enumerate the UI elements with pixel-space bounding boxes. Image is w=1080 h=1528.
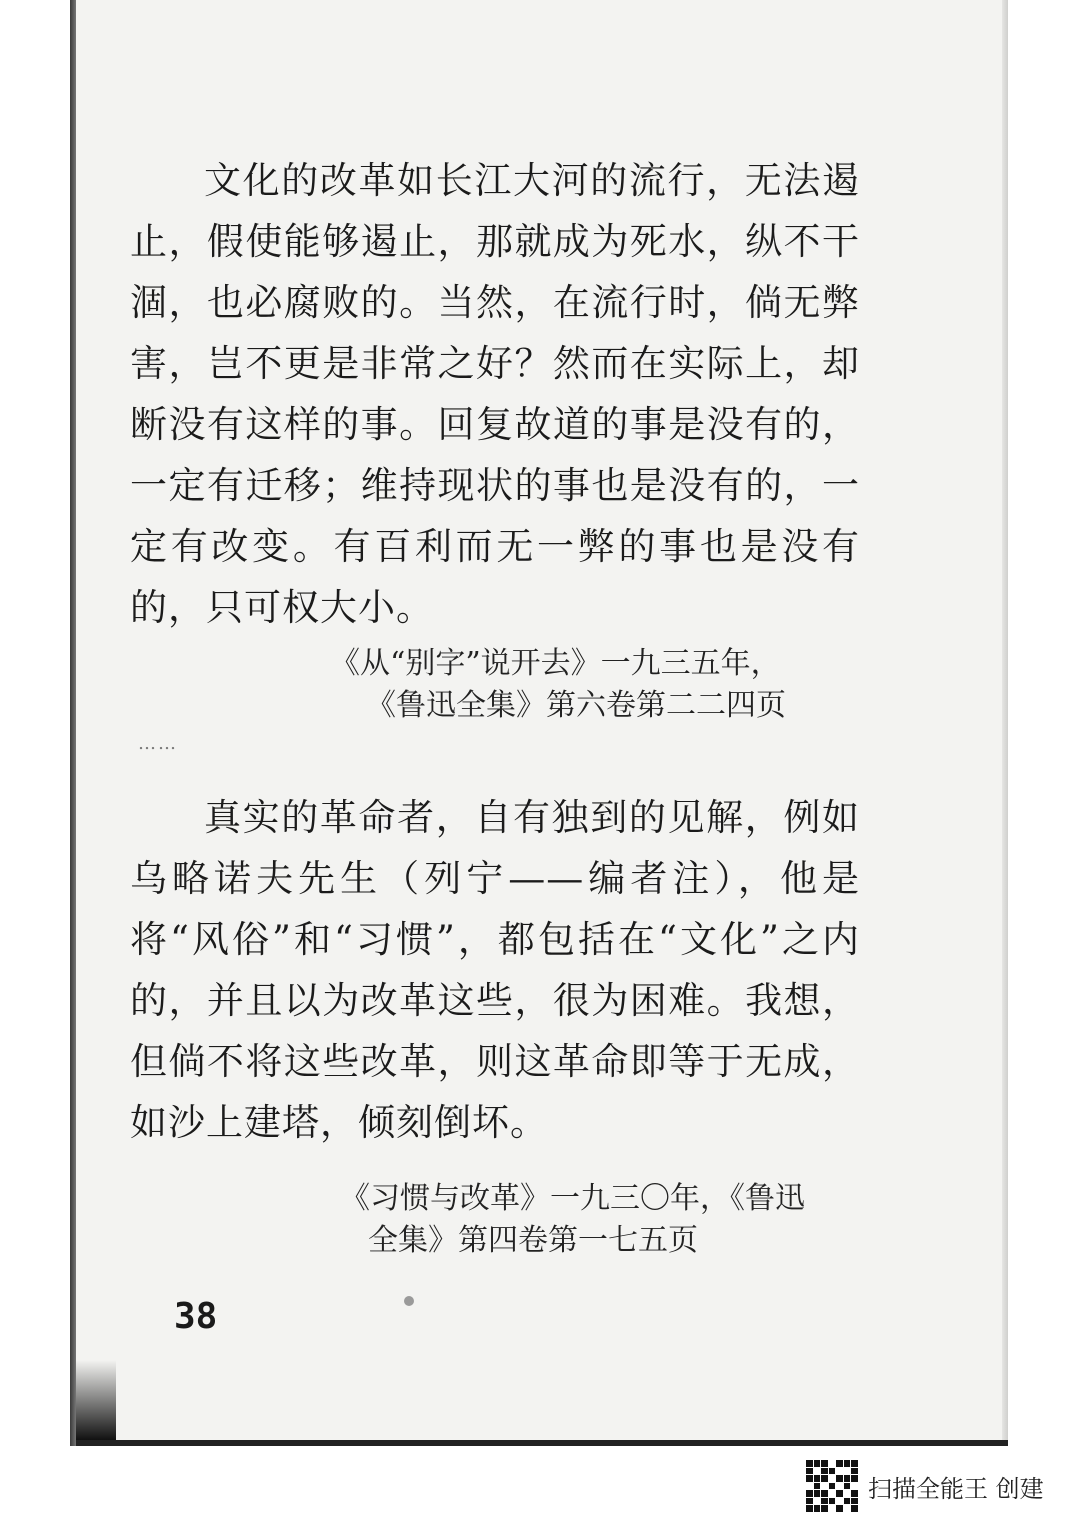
passage-2-text: 真实的革命者，自有独到的见解，例如乌略诺夫先生（列宁——编者注），他是将“风俗”和“习惯”，都包括在“文化”之内的，并且以为改革这些，很为困难。我想，但倘不将这些改革，则这革命即等于无成，如沙上建塔，倾刻倒坏。 bbox=[130, 796, 860, 1144]
passage-1-source-line-2: 《鲁迅全集》第六卷第二二四页 bbox=[366, 688, 786, 723]
passage-1-source-line-1: 《从“别字”说开去》一九三五年， bbox=[330, 646, 781, 681]
passage-1-text: 文化的改革如长江大河的流行，无法遏止，假使能够遏止，那就成为死水，纵不干涸，也必腐败的。当然，在流行时，倘无弊害，岂不更是非常之好？然而在实际上，却断没有这样的事。回复故道的事是没有的，一定有迁移；维持现状的事也是没有的，一定有改变。有百利而无一弊的事也是没有的，只可权大小。 bbox=[130, 159, 860, 629]
qr-code-icon bbox=[806, 1460, 858, 1512]
passage-2 bbox=[130, 787, 860, 1153]
watermark-text: 扫描全能王 创建 bbox=[868, 1474, 1044, 1503]
page-edge-shadow bbox=[1002, 0, 1008, 1440]
passage-2-source-line-2: 全集》第四卷第一七五页 bbox=[368, 1223, 698, 1258]
passage-2-source-line-1: 《习惯与改革》一九三〇年，《鲁迅 bbox=[340, 1181, 805, 1216]
page-corner-shadow bbox=[76, 1360, 116, 1440]
passage-2-source bbox=[340, 1178, 900, 1262]
section-ellipsis: …… bbox=[138, 733, 178, 754]
passage-1 bbox=[130, 150, 860, 638]
scanner-watermark bbox=[806, 1458, 1044, 1514]
page-number: 38 bbox=[174, 1296, 218, 1337]
paper-speck bbox=[404, 1296, 414, 1306]
passage-1-source bbox=[330, 643, 890, 727]
